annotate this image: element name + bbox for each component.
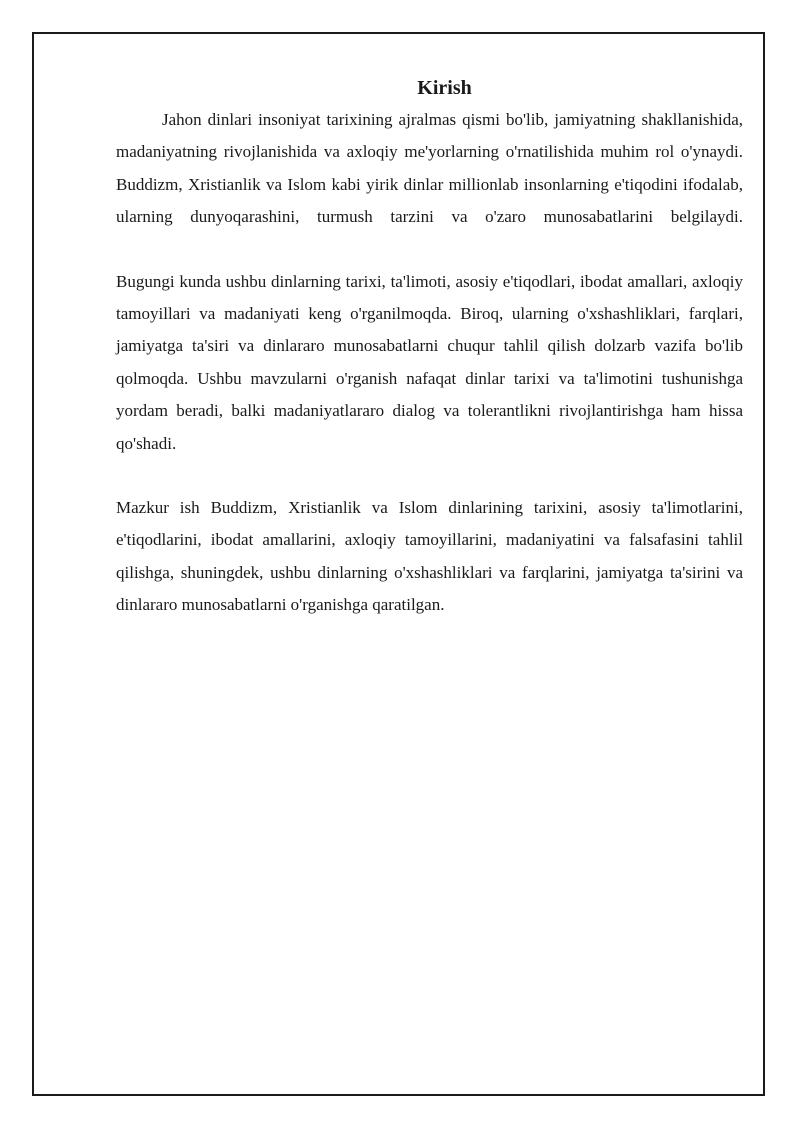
document-title: Kirish (417, 77, 472, 99)
document-body (116, 74, 743, 622)
paragraph-spacer (116, 234, 743, 266)
paragraph-current-study: Bugungi kunda ushbu dinlarning tarixi, ta'limoti, asosiy e'tiqodlari, ibodat amallari, axloqiy tamoyillari va madaniyati keng o'rganilmoqda. Biroq, ularning o'xshashliklari, farqlari, jamiyatga ta'siri va dinlararo munosabatlarni chuqur tahlil qilish dolzarb vazifa bo'lib qolmoqda. Ushbu mavzularni o'rganish nafaqat dinlar tarixi va ta'limotini tushunishga yordam beradi, balki madaniyatlararo dialog va tolerantlikni rivojlantirishga ham hissa qo'shadi. (116, 271, 743, 453)
paragraph-spacer (116, 460, 743, 492)
paragraph-aim: Mazkur ish Buddizm, Xristianlik va Islom dinlarining tarixini, asosiy ta'limotlarini, e'tiqodlarini, ibodat amallarini, axloqiy tamoyillarini, madaniyatini va falsafasini tahlil qilishga, shuningdek, ushbu dinlarning o'xshashliklari va farqlarini, jamiyatga ta'sirini va dinlararo munosabatlarni o'rganishga qaratilgan. (116, 498, 743, 615)
paragraph-intro: Jahon dinlari insoniyat tarixining ajralmas qismi bo'lib, jamiyatning shakllanishida, madaniyatning rivojlanishida va axloqiy me'yorlarning o'rnatilishida muhim rol o'ynaydi. Buddizm, Xristianlik va Islom kabi yirik dinlar millionlab insonlarning e'tiqodini ifodalab, ularning dunyoqarashini, turmush tarzini va o'zaro munosabatlarini belgilaydi. (116, 110, 743, 227)
